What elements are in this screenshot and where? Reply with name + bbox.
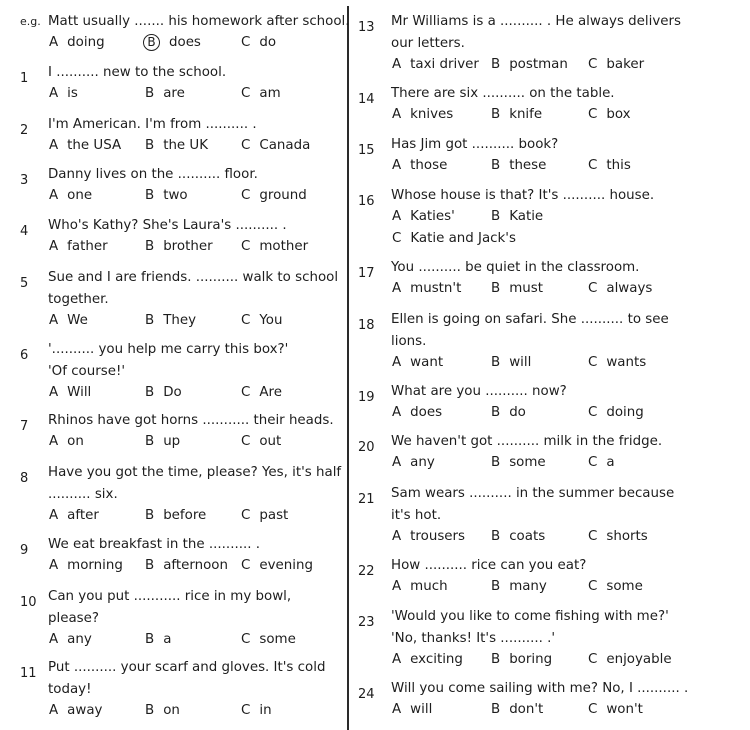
- option-b[interactable]: [145, 311, 196, 331]
- option-b[interactable]: [491, 105, 542, 125]
- option-text: don't: [509, 702, 544, 717]
- option-text: Katie and Jack's: [410, 231, 516, 246]
- option-a[interactable]: [49, 383, 91, 403]
- option-c[interactable]: [241, 506, 288, 526]
- option-c[interactable]: [241, 630, 296, 650]
- option-text: postman: [509, 57, 568, 72]
- option-text: shorts: [606, 529, 648, 544]
- question-line: Sue and I are friends. .......... walk to school: [48, 270, 339, 285]
- option-letter: A: [49, 508, 59, 523]
- question-number: 2: [20, 123, 29, 138]
- option-a[interactable]: [392, 527, 465, 547]
- option-letter: A: [392, 652, 402, 667]
- option-letter: C: [241, 313, 251, 328]
- option-letter: C: [588, 158, 598, 173]
- question-number: 4: [20, 224, 29, 239]
- option-letter: C: [241, 35, 251, 50]
- option-letter: A: [392, 405, 402, 420]
- question-line: Whose house is that? It's .......... house.: [391, 188, 655, 203]
- option-c[interactable]: [241, 383, 282, 403]
- option-a[interactable]: [49, 84, 78, 104]
- option-a[interactable]: [49, 237, 108, 257]
- option-text: much: [410, 579, 448, 594]
- option-letter: C: [241, 188, 251, 203]
- option-a[interactable]: [392, 279, 461, 299]
- question-number: 24: [358, 687, 375, 702]
- question-stem: [48, 586, 291, 630]
- option-letter: B: [145, 558, 155, 573]
- option-letter: A: [392, 158, 402, 173]
- option-letter: B: [491, 355, 501, 370]
- option-text: You: [259, 313, 283, 328]
- option-b[interactable]: [491, 55, 568, 75]
- option-text: some: [259, 632, 296, 647]
- option-text: Canada: [259, 138, 311, 153]
- option-text: two: [163, 188, 188, 203]
- question-stem: [48, 339, 288, 383]
- question-stem: [48, 657, 325, 701]
- option-b[interactable]: [491, 453, 546, 473]
- option-text: Katies': [410, 209, 455, 224]
- option-letter: C: [241, 508, 251, 523]
- option-c[interactable]: [588, 353, 646, 373]
- option-text: won't: [606, 702, 643, 717]
- option-text: They: [163, 313, 197, 328]
- option-text: Will: [67, 385, 92, 400]
- question-stem: [48, 114, 257, 136]
- option-text: always: [606, 281, 653, 296]
- option-b[interactable]: [145, 432, 180, 452]
- option-b[interactable]: [491, 156, 546, 176]
- question-number: 20: [358, 440, 375, 455]
- question-stem: [391, 309, 669, 353]
- option-letter: B: [491, 281, 501, 296]
- question-line: Sam wears .......... in the summer because: [391, 486, 675, 501]
- option-text: morning: [67, 558, 123, 573]
- option-a[interactable]: [392, 353, 443, 373]
- option-text: on: [67, 434, 84, 449]
- option-letter: A: [392, 455, 402, 470]
- option-letter: C: [241, 703, 251, 718]
- question-number: 6: [20, 348, 29, 363]
- option-letter: A: [392, 107, 402, 122]
- option-letter: C: [588, 455, 598, 470]
- option-text: Do: [163, 385, 182, 400]
- option-a[interactable]: [392, 453, 435, 473]
- selected-option-letter: B: [143, 34, 160, 51]
- question-line: .......... six.: [48, 487, 118, 502]
- option-a[interactable]: [392, 55, 479, 75]
- option-a[interactable]: [392, 403, 442, 423]
- option-letter: C: [588, 281, 598, 296]
- option-text: after: [67, 508, 99, 523]
- question-line: Has Jim got .......... book?: [391, 137, 559, 152]
- option-letter: B: [145, 703, 155, 718]
- option-a[interactable]: [392, 207, 455, 227]
- option-b[interactable]: [491, 279, 543, 299]
- option-c[interactable]: [241, 432, 281, 452]
- option-letter: B: [491, 57, 501, 72]
- option-c[interactable]: [241, 556, 313, 576]
- question-stem: [48, 62, 226, 84]
- option-text: before: [163, 508, 207, 523]
- option-text: am: [259, 86, 281, 101]
- option-letter: C: [588, 579, 598, 594]
- option-text: father: [67, 239, 108, 254]
- question-line: Mr Williams is a .......... . He always delivers: [391, 14, 682, 29]
- option-c[interactable]: [241, 311, 282, 331]
- question-number: 8: [20, 471, 29, 486]
- option-text: up: [163, 434, 181, 449]
- option-text: mother: [259, 239, 309, 254]
- option-letter: B: [145, 188, 155, 203]
- option-letter: B: [145, 434, 155, 449]
- question-line: I'm American. I'm from .......... .: [48, 117, 257, 132]
- option-text: out: [259, 434, 282, 449]
- option-letter: A: [49, 632, 59, 647]
- question-line: Put .......... your scarf and gloves. It's cold: [48, 660, 326, 675]
- question-stem: [391, 555, 586, 577]
- option-letter: A: [392, 579, 402, 594]
- question-line: Ellen is going on safari. She .......... to see: [391, 312, 669, 327]
- question-stem: [391, 185, 654, 207]
- option-letter: B: [491, 107, 501, 122]
- option-text: doing: [67, 35, 105, 50]
- column-divider: [347, 6, 349, 730]
- option-text: box: [606, 107, 631, 122]
- option-a[interactable]: [49, 33, 105, 53]
- option-a[interactable]: [392, 105, 453, 125]
- option-text: mustn't: [410, 281, 462, 296]
- option-c[interactable]: [241, 237, 308, 257]
- option-letter: A: [49, 558, 59, 573]
- option-letter: A: [49, 138, 59, 153]
- option-letter: B: [491, 652, 501, 667]
- option-b[interactable]: [145, 701, 180, 721]
- question-number: 11: [20, 666, 37, 681]
- option-letter: B: [491, 529, 501, 544]
- option-text: some: [509, 455, 546, 470]
- option-text: enjoyable: [606, 652, 672, 667]
- option-b[interactable]: [145, 237, 213, 257]
- question-number: 14: [358, 92, 375, 107]
- option-text: knife: [509, 107, 543, 122]
- option-letter: B: [491, 455, 501, 470]
- option-letter: A: [49, 313, 59, 328]
- option-letter: C: [588, 652, 598, 667]
- option-text: must: [509, 281, 543, 296]
- question-number: 9: [20, 543, 29, 558]
- option-b[interactable]: [491, 700, 543, 720]
- option-text: Katie: [509, 209, 544, 224]
- question-line: lions.: [391, 334, 427, 349]
- option-letter: B: [145, 508, 155, 523]
- option-b[interactable]: [145, 383, 182, 403]
- question-stem: [48, 267, 338, 311]
- option-text: taxi driver: [410, 57, 479, 72]
- question-stem: [391, 606, 669, 650]
- option-text: are: [163, 86, 185, 101]
- option-b[interactable]: [491, 577, 547, 597]
- option-b[interactable]: [491, 650, 552, 670]
- question-line: You .......... be quiet in the classroom.: [391, 260, 640, 275]
- question-line: Matt usually ....... his homework after school.: [48, 14, 350, 29]
- option-text: knives: [410, 107, 454, 122]
- question-number: 7: [20, 419, 29, 434]
- question-line: Rhinos have got horns ........... their heads.: [48, 413, 334, 428]
- option-c[interactable]: [588, 700, 643, 720]
- option-a[interactable]: [392, 577, 448, 597]
- option-text: away: [67, 703, 103, 718]
- question-stem: [391, 11, 681, 55]
- option-text: will: [410, 702, 433, 717]
- option-text: want: [410, 355, 444, 370]
- question-line: please?: [48, 611, 99, 626]
- option-text: Are: [259, 385, 282, 400]
- option-letter: B: [491, 209, 501, 224]
- option-text: evening: [259, 558, 313, 573]
- question-line: it's hot.: [391, 508, 442, 523]
- option-a[interactable]: [49, 432, 84, 452]
- option-letter: C: [588, 355, 598, 370]
- option-letter: C: [588, 529, 598, 544]
- option-letter: B: [491, 158, 501, 173]
- option-b[interactable]: [491, 353, 531, 373]
- option-text: the UK: [163, 138, 209, 153]
- option-text: this: [606, 158, 631, 173]
- question-line: '.......... you help me carry this box?': [48, 342, 289, 357]
- option-letter: C: [241, 632, 251, 647]
- question-line: Who's Kathy? She's Laura's .......... .: [48, 218, 287, 233]
- question-number: 19: [358, 390, 375, 405]
- option-letter: C: [241, 385, 251, 400]
- option-text: trousers: [410, 529, 466, 544]
- option-letter: C: [588, 57, 598, 72]
- option-letter: A: [49, 188, 59, 203]
- question-line: We eat breakfast in the .......... .: [48, 537, 260, 552]
- option-c[interactable]: [588, 577, 643, 597]
- question-line: 'Of course!': [48, 364, 126, 379]
- question-line: How .......... rice can you eat?: [391, 558, 587, 573]
- option-c[interactable]: [588, 650, 672, 670]
- option-letter: C: [392, 231, 402, 246]
- question-number: 1: [20, 71, 29, 86]
- option-letter: C: [241, 558, 251, 573]
- option-a[interactable]: [392, 700, 432, 720]
- option-text: wants: [606, 355, 647, 370]
- question-line: 'No, thanks! It's .......... .': [391, 631, 556, 646]
- question-number: 5: [20, 276, 29, 291]
- question-number: 3: [20, 173, 29, 188]
- option-letter: C: [588, 702, 598, 717]
- option-text: boring: [509, 652, 553, 667]
- option-letter: B: [145, 385, 155, 400]
- option-c[interactable]: [588, 403, 644, 423]
- option-text: ground: [259, 188, 307, 203]
- question-line: Can you put ........... rice in my bowl,: [48, 589, 292, 604]
- option-letter: A: [392, 57, 402, 72]
- question-stem: [48, 215, 287, 237]
- option-letter: A: [49, 703, 59, 718]
- option-c[interactable]: [241, 186, 307, 206]
- option-c[interactable]: [588, 105, 631, 125]
- option-letter: C: [241, 86, 251, 101]
- option-text: past: [259, 508, 289, 523]
- option-text: some: [606, 579, 643, 594]
- question-number: 23: [358, 615, 375, 630]
- option-letter: A: [392, 355, 402, 370]
- option-a[interactable]: [392, 650, 463, 670]
- option-c[interactable]: [588, 453, 615, 473]
- question-stem: [391, 83, 615, 105]
- option-text: We: [67, 313, 88, 328]
- option-letter: A: [49, 239, 59, 254]
- option-text: a: [606, 455, 615, 470]
- question-stem: [391, 257, 639, 279]
- option-text: many: [509, 579, 547, 594]
- question-line: What are you .......... now?: [391, 384, 567, 399]
- option-a[interactable]: [49, 136, 121, 156]
- option-text: baker: [606, 57, 645, 72]
- option-b[interactable]: [145, 136, 208, 156]
- question-line: today!: [48, 682, 92, 697]
- option-letter: A: [49, 385, 59, 400]
- option-text: a: [163, 632, 172, 647]
- option-text: do: [259, 35, 277, 50]
- option-a[interactable]: [49, 630, 92, 650]
- option-letter: B: [145, 138, 155, 153]
- option-b[interactable]: [145, 84, 185, 104]
- option-c[interactable]: [588, 279, 652, 299]
- question-line: Danny lives on the .......... floor.: [48, 167, 258, 182]
- option-letter: C: [588, 107, 598, 122]
- option-b[interactable]: [145, 630, 171, 650]
- option-a[interactable]: [49, 556, 123, 576]
- question-line: I .......... new to the school.: [48, 65, 227, 80]
- option-text: in: [259, 703, 272, 718]
- option-text: brother: [163, 239, 213, 254]
- option-letter: B: [145, 86, 155, 101]
- option-letter: A: [49, 86, 59, 101]
- question-line: together.: [48, 292, 109, 307]
- question-stem: [391, 381, 567, 403]
- question-number: 22: [358, 564, 375, 579]
- option-letter: A: [49, 434, 59, 449]
- option-b[interactable]: [145, 33, 201, 53]
- option-text: will: [509, 355, 532, 370]
- option-b[interactable]: [145, 506, 206, 526]
- question-number: 15: [358, 143, 375, 158]
- option-c[interactable]: [392, 229, 516, 249]
- option-a[interactable]: [49, 311, 88, 331]
- option-a[interactable]: [49, 701, 102, 721]
- question-line: Have you got the time, please? Yes, it's half: [48, 465, 342, 480]
- question-number: 10: [20, 595, 37, 610]
- question-line: 'Would you like to come fishing with me?': [391, 609, 669, 624]
- option-letter: A: [392, 529, 402, 544]
- option-c[interactable]: [241, 33, 276, 53]
- option-text: afternoon: [163, 558, 228, 573]
- option-text: the USA: [67, 138, 122, 153]
- option-letter: B: [491, 405, 501, 420]
- option-text: these: [509, 158, 547, 173]
- question-stem: [48, 534, 260, 556]
- question-number: 18: [358, 318, 375, 333]
- option-text: any: [67, 632, 92, 647]
- option-text: coats: [509, 529, 546, 544]
- option-letter: C: [588, 405, 598, 420]
- option-letter: A: [392, 281, 402, 296]
- option-letter: A: [392, 702, 402, 717]
- question-number: e.g.: [20, 15, 41, 28]
- question-stem: [391, 431, 662, 453]
- option-letter: C: [241, 138, 251, 153]
- option-text: on: [163, 703, 180, 718]
- option-c[interactable]: [241, 136, 310, 156]
- option-b[interactable]: [145, 186, 188, 206]
- question-number: 13: [358, 20, 375, 35]
- option-c[interactable]: [241, 701, 272, 721]
- option-a[interactable]: [49, 506, 99, 526]
- option-letter: A: [49, 35, 59, 50]
- option-b[interactable]: [491, 403, 526, 423]
- option-b[interactable]: [491, 527, 545, 547]
- question-stem: [391, 483, 674, 527]
- option-text: one: [67, 188, 93, 203]
- option-letter: B: [491, 579, 501, 594]
- question-stem: [48, 11, 350, 33]
- option-text: does: [410, 405, 443, 420]
- question-stem: [391, 678, 688, 700]
- question-number: 17: [358, 266, 375, 281]
- option-letter: B: [491, 702, 501, 717]
- option-text: exciting: [410, 652, 463, 667]
- question-number: 21: [358, 492, 375, 507]
- option-letter: B: [145, 313, 155, 328]
- option-letter: B: [145, 239, 155, 254]
- question-stem: [391, 134, 558, 156]
- option-text: any: [410, 455, 435, 470]
- option-text: do: [509, 405, 526, 420]
- option-a[interactable]: [49, 186, 92, 206]
- option-letter: A: [392, 209, 402, 224]
- question-stem: [48, 462, 341, 506]
- question-line: There are six .......... on the table.: [391, 86, 615, 101]
- option-c[interactable]: [588, 55, 644, 75]
- option-letter: C: [241, 239, 251, 254]
- option-c[interactable]: [588, 156, 631, 176]
- option-b[interactable]: [145, 556, 228, 576]
- question-line: our letters.: [391, 36, 465, 51]
- option-text: those: [410, 158, 448, 173]
- option-text: does: [169, 35, 201, 50]
- option-letter: B: [145, 632, 155, 647]
- question-line: We haven't got .......... milk in the fridge.: [391, 434, 663, 449]
- option-letter: C: [241, 434, 251, 449]
- option-c[interactable]: [588, 527, 648, 547]
- option-b[interactable]: [491, 207, 543, 227]
- question-stem: [48, 410, 334, 432]
- option-text: doing: [606, 405, 644, 420]
- option-text: is: [67, 86, 78, 101]
- question-number: 16: [358, 194, 375, 209]
- question-line: Will you come sailing with me? No, I .......... .: [391, 681, 689, 696]
- question-stem: [48, 164, 258, 186]
- option-a[interactable]: [392, 156, 447, 176]
- option-c[interactable]: [241, 84, 281, 104]
